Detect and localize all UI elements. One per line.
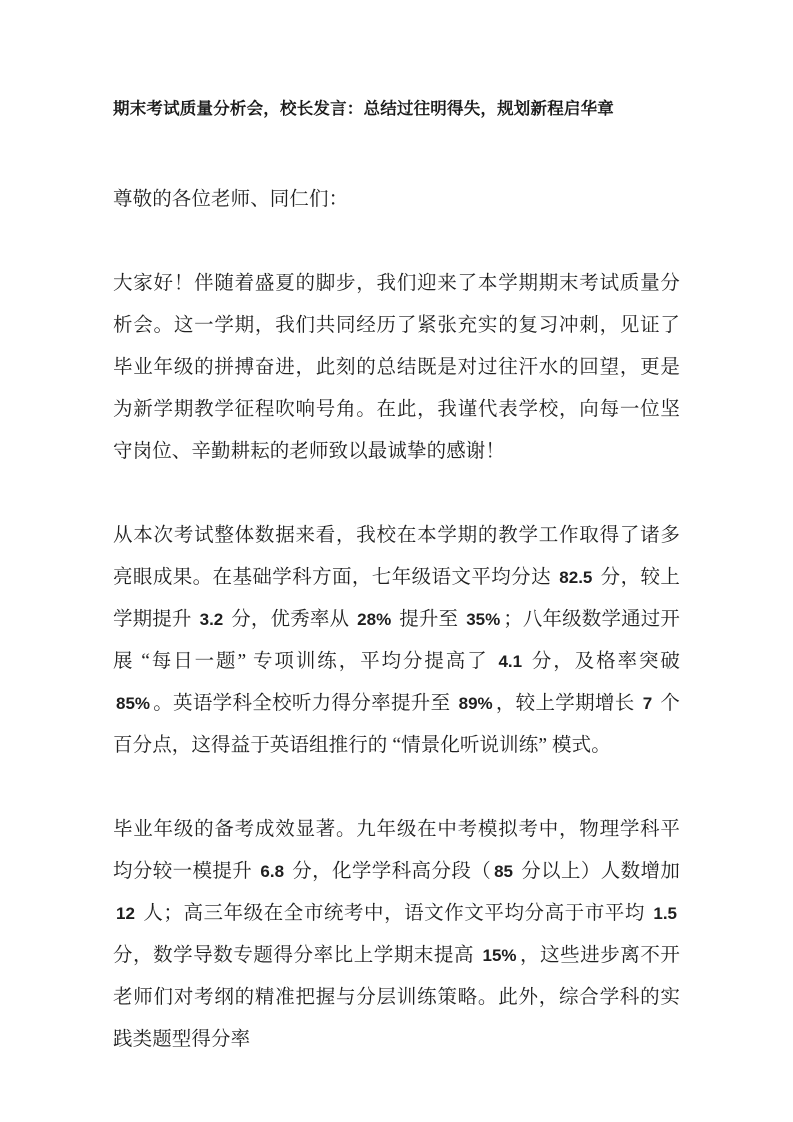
statistic-value: 15% xyxy=(482,946,517,965)
statistic-value: 12 xyxy=(116,904,135,923)
statistic-value: 1.5 xyxy=(653,904,677,923)
statistic-value: 85 xyxy=(494,862,513,881)
statistic-value: 82.5 xyxy=(559,568,593,587)
document-body xyxy=(113,95,680,1061)
paragraph-opening: 大家好！伴随着盛夏的脚步，我们迎来了本学期期末考试质量分析会。这一学期，我们共同经历了紧张充实的复习冲刺，见证了毕业年级的拼搏奋进，此刻的总结既是对过往汗水的回望，更是为新学期教学征程吹响号角。在此，我谨代表学校，向每一位坚守岗位、辛勤耕耘的老师致以最诚挚的感谢！ xyxy=(113,273,680,462)
statistic-value: 3.2 xyxy=(199,610,224,629)
statistic-value: 4.1 xyxy=(498,652,523,671)
statistic-value: 89% xyxy=(458,694,493,713)
title-spacer xyxy=(113,123,680,179)
statistic-value: 28% xyxy=(357,610,392,629)
paragraph-salutation: 尊敬的各位老师、同仁们： xyxy=(113,189,349,210)
paragraph-overall-data: 从本次考试整体数据来看，我校在本学期的教学工作取得了诸多亮眼成果。在基础学科方面，七年级语文平均分达 82.5 分，较上学期提升 3.2 分，优秀率从 28% 提升至 35% ；八年级数学通过开展 “每日一题” 专项训练，平均分提高了 4.1 分，及格率突破 85% 。英语学科全校听力得分率提升至 89% ，较上学期增长 7 个百分点，这得益于英语组推行的 “情景化听说训练” 模式。 xyxy=(113,525,680,756)
statistic-value: 6.8 xyxy=(260,862,285,881)
statistic-value: 35% xyxy=(466,610,501,629)
statistic-value: 7 xyxy=(642,694,653,713)
statistic-value: 85% xyxy=(116,694,151,713)
paragraph-graduating-grades: 毕业年级的备考成效显著。九年级在中考模拟考中，物理学科平均分较一模提升 6.8 分，化学学科高分段（ 85 分以上）人数增加 12 人；高三年级在全市统考中，语文作文平均分高于市平均 1.5 分，数学导数专题得分率比上学期末提高 15% ，这些进步离不开老师们对考纲的精准把握与分层训练策略。此外，综合学科的实践类题型得分率 xyxy=(113,819,680,1050)
page-title: 期末考试质量分析会，校长发言：总结过往明得失，规划新程启华章 xyxy=(113,100,614,118)
